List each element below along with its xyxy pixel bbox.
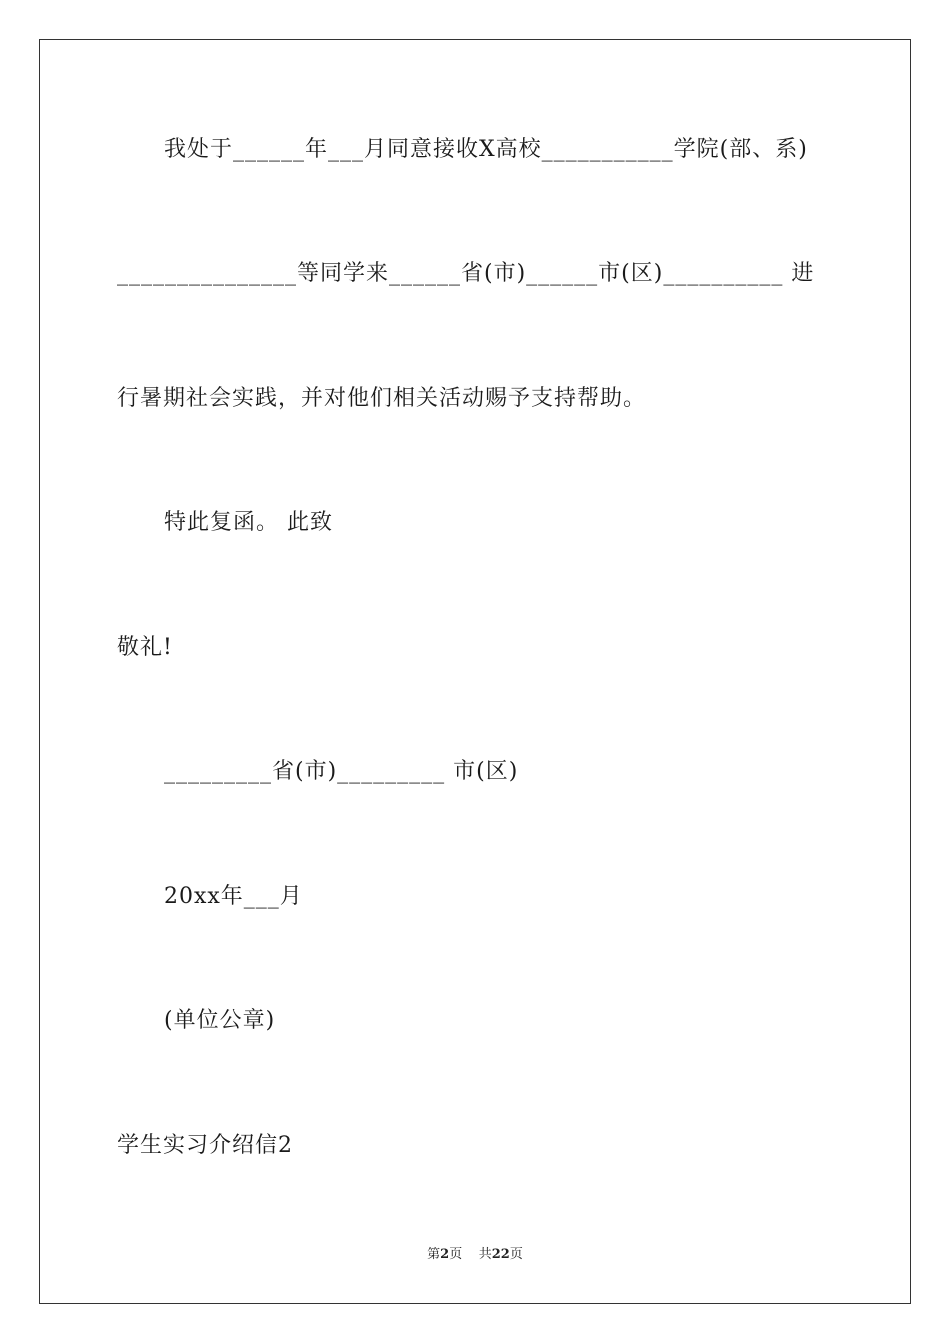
page-footer xyxy=(0,1247,950,1263)
salutation-line: 敬礼! xyxy=(117,635,173,660)
paragraph-line-2: _______________等同学来______省(市)______市(区)__________ 进 xyxy=(117,261,815,286)
section-heading: 学生实习介绍信2 xyxy=(117,1133,293,1158)
location-line: _________省(市)_________ 市(区) xyxy=(164,759,519,784)
seal-line: (单位公章) xyxy=(164,1008,276,1033)
closing-line: 特此复函。 此致 xyxy=(164,510,333,535)
paragraph-line-1: 我处于______年___月同意接收X高校___________学院(部、系) xyxy=(164,137,808,162)
page-number: 2 xyxy=(440,1247,450,1262)
total-pages: 22 xyxy=(491,1247,510,1262)
total-suffix: 页 xyxy=(509,1247,523,1262)
page-frame xyxy=(39,39,911,1304)
paragraph-line-3: 行暑期社会实践，并对他们相关活动赐予支持帮助。 xyxy=(117,386,647,411)
page-prefix: 第 xyxy=(427,1247,441,1262)
total-prefix: 共 xyxy=(478,1247,492,1262)
date-line: 20xx年___月 xyxy=(164,884,303,909)
page-suffix: 页 xyxy=(449,1247,463,1262)
